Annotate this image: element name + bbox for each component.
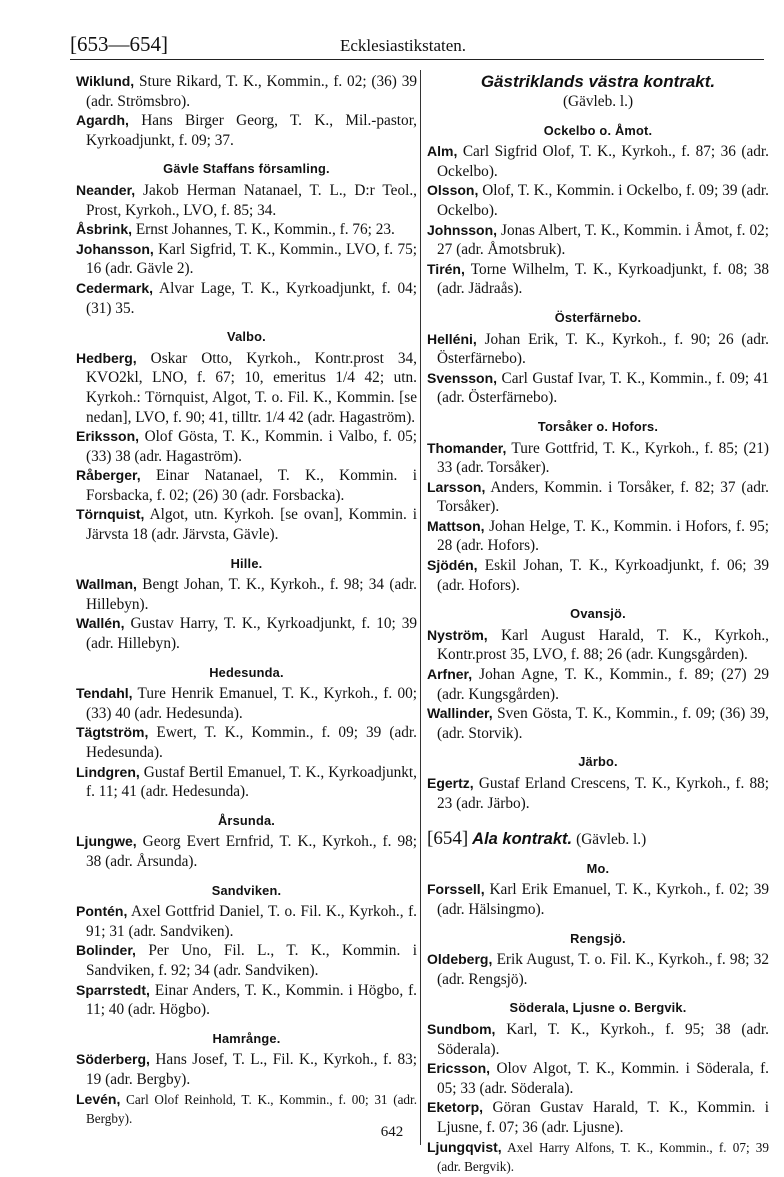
directory-entry — [427, 1059, 769, 1098]
directory-entry — [76, 181, 417, 220]
entry-surname: Wallinder, — [427, 705, 493, 722]
entry-surname: Oldeberg, — [427, 951, 493, 968]
directory-entry — [427, 704, 769, 743]
entry-surname: Wiklund, — [76, 73, 135, 89]
entry-details: Algot, utn. Kyrkoh. [se ovan], Kommin. i Järvsta 18 (adr. Järvsta, Gävle). — [86, 506, 417, 544]
entry-surname: Sjödén, — [427, 557, 478, 574]
entry-surname: Hedberg, — [76, 349, 137, 366]
directory-entry — [427, 950, 769, 989]
kontrakt-page-marker: [654] — [427, 828, 469, 850]
directory-entry — [76, 349, 417, 427]
entry-surname: Olsson, — [427, 182, 479, 199]
directory-entry — [427, 181, 769, 220]
entry-details: Eskil Johan, T. K., Kyrkoadjunkt, f. 06; 39 (adr. Hofors). — [437, 557, 769, 594]
directory-entry — [427, 1020, 769, 1059]
entry-surname: Bolinder, — [76, 942, 136, 959]
page-range: [653—654] — [70, 32, 168, 56]
entry-surname: Nyström, — [427, 626, 488, 643]
directory-entry — [76, 279, 417, 318]
entry-details: Carl Sigfrid Olof, T. K., Kyrkoh., f. 87; 36 (adr. Ockelbo). — [437, 143, 769, 180]
parish-heading: Årsunda. — [217, 812, 276, 828]
entry-details: Ernst Johannes, T. K., Kommin., f. 76; 23. — [132, 221, 395, 239]
entry-surname: Neander, — [76, 181, 136, 198]
entry-details: Alvar Lage, T. K., Kyrkoadjunkt, f. 04; (31) 35. — [86, 279, 417, 317]
entry-surname: Forssell, — [427, 881, 485, 898]
directory-entry — [427, 626, 769, 665]
directory-entry — [76, 1090, 417, 1129]
left-column — [76, 72, 417, 1129]
entry-details: Per Uno, Fil. L., T. K., Kommin. i Sandviken, f. 92; 34 (adr. Sandviken). — [86, 942, 417, 979]
page-header — [70, 30, 764, 54]
parish-heading: Söderala, Ljusne o. Bergvik. — [509, 1000, 687, 1016]
entry-surname: Söderberg, — [76, 1051, 150, 1068]
directory-entry — [427, 774, 769, 813]
entry-details: Olof Gösta, T. K., Kommin. i Valbo, f. 05; (33) 38 (adr. Hagaström). — [86, 428, 417, 465]
entry-surname: Larsson, — [427, 478, 486, 495]
entry-surname: Wallén, — [76, 615, 125, 632]
directory-entry — [427, 369, 769, 408]
entry-surname: Wallman, — [76, 576, 137, 593]
entry-surname: Johnsson, — [427, 221, 498, 238]
directory-entry — [427, 330, 769, 369]
entry-surname: Thomander, — [427, 439, 507, 456]
entry-details: Sven Gösta, T. K., Kommin., f. 09; (36) 39, (adr. Storvik). — [437, 705, 769, 742]
entry-surname: Egertz, — [427, 775, 474, 791]
kontrakt-county: (Gävleb. l.) — [576, 831, 647, 849]
directory-entry — [76, 684, 417, 723]
entry-details: Sture Rikard, T. K., Kommin., f. 02; (36) 39 (adr. Strömsbro). — [86, 73, 417, 110]
entry-details: Carl Olof Reinhold, T. K., Kommin., f. 00; 31 (adr. Bergby). — [86, 1091, 417, 1127]
entry-details: Georg Evert Ernfrid, T. K., Kyrkoh., f. 98; 38 (adr. Årsunda). — [86, 833, 417, 870]
entry-details: Gustaf Erland Crescens, T. K., Kyrkoh., f. 88; 23 (adr. Järbo). — [437, 775, 769, 812]
entry-surname: Cedermark, — [76, 279, 154, 296]
entry-surname: Alm, — [427, 143, 458, 160]
entry-details: Ture Gottfrid, T. K., Kyrkoh., f. 85; (21) 33 (adr. Torsåker). — [437, 439, 769, 477]
section-title: Ecklesiastikstaten. — [340, 36, 467, 55]
entry-surname: Tägtström, — [76, 724, 149, 741]
kontrakt-county: (Gävleb. l.) — [562, 93, 634, 110]
entry-surname: Helléni, — [427, 330, 477, 347]
entry-surname: Eriksson, — [76, 428, 140, 445]
directory-entry — [76, 240, 417, 279]
header-rule — [70, 59, 764, 60]
directory-entry — [76, 505, 417, 544]
directory-entry — [76, 941, 417, 980]
parish-heading: Hamrånge. — [212, 1030, 281, 1046]
entry-details: Olov Algot, T. K., Kommin. i Söderala, f. 05; 33 (adr. Söderala). — [437, 1060, 769, 1097]
entry-surname: Arfner, — [427, 666, 473, 683]
entry-details: Ture Henrik Emanuel, T. K., Kyrkoh., f. 00; (33) 40 (adr. Hedesunda). — [86, 685, 417, 722]
entry-surname: Tendahl, — [76, 685, 133, 702]
directory-entry — [76, 1050, 417, 1089]
entry-details: Hans Birger Georg, T. K., Mil.-pastor, Kyrkoadjunkt, f. 09; 37. — [86, 112, 417, 149]
entry-surname: Törnquist, — [76, 506, 145, 523]
page-number: 642 — [380, 1124, 404, 1140]
directory-entry — [427, 478, 769, 517]
entry-details: Olof, T. K., Kommin. i Ockelbo, f. 09; 39 (adr. Ockelbo). — [437, 182, 769, 219]
directory-entry — [427, 221, 769, 260]
parish-heading: Gävle Staffans församling. — [163, 161, 330, 177]
parish-heading: Ockelbo o. Åmot. — [543, 122, 653, 138]
entry-details: Gustaf Bertil Emanuel, T. K., Kyrkoadjunkt, f. 11; 41 (adr. Hedesunda). — [86, 763, 417, 801]
parish-heading: Järbo. — [578, 754, 618, 770]
entry-details: Karl Erik Emanuel, T. K., Kyrkoh., f. 02; 39 (adr. Hälsingmo). — [437, 881, 769, 918]
directory-entry — [76, 832, 417, 871]
parish-heading: Torsåker o. Hofors. — [537, 418, 659, 434]
directory-entry — [76, 466, 417, 505]
entry-details: Gustav Harry, T. K., Kyrkoadjunkt, f. 10; 39 (adr. Hillebyn). — [86, 615, 417, 653]
directory-entry — [427, 880, 769, 919]
directory-entry — [76, 427, 417, 466]
entry-surname: Sparrstedt, — [76, 981, 150, 998]
parish-heading: Mo. — [586, 860, 610, 876]
entry-details: Torne Wilhelm, T. K., Kyrkoadjunkt, f. 08; 38 (adr. Jädraås). — [437, 260, 769, 298]
directory-entry — [76, 763, 417, 802]
entry-details: Jakob Herman Natanael, T. L., D:r Teol., Prost, Kyrkoh., LVO, f. 85; 34. — [86, 181, 417, 219]
directory-entry — [427, 556, 769, 595]
entry-details: Anders, Kommin. i Torsåker, f. 82; 37 (adr. Torsåker). — [437, 478, 769, 516]
directory-entry — [76, 111, 417, 150]
entry-details: Bengt Johan, T. K., Kyrkoh., f. 98; 34 (adr. Hillebyn). — [86, 576, 417, 613]
directory-entry — [76, 723, 417, 762]
entry-details: Hans Josef, T. L., Fil. K., Kyrkoh., f. 83; 19 (adr. Bergby). — [86, 1051, 417, 1088]
entry-surname: Ljungqvist, — [427, 1138, 502, 1155]
parish-heading: Hedesunda. — [209, 664, 284, 680]
parish-heading: Valbo. — [227, 329, 266, 345]
entry-details: Johan Erik, T. K., Kyrkoh., f. 90; 26 (adr. Österfärnebo). — [437, 330, 769, 368]
directory-entry — [76, 220, 417, 240]
directory-entry — [427, 665, 769, 704]
parish-heading: Ovansjö. — [570, 606, 626, 622]
entry-surname: Lindgren, — [76, 763, 140, 780]
entry-surname: Åsbrink, — [76, 221, 133, 238]
entry-surname: Agardh, — [76, 112, 129, 129]
entry-surname: Svensson, — [427, 369, 498, 386]
entry-details: Jonas Albert, T. K., Kommin. i Åmot, f. 02; 27 (adr. Åmotsbruk). — [437, 221, 769, 259]
directory-entry — [427, 1138, 769, 1177]
entry-surname: Levén, — [76, 1090, 121, 1107]
entry-details: Johan Agne, T. K., Kommin., f. 89; (27) 29 (adr. Kungsgården). — [437, 666, 769, 703]
entry-surname: Ericsson, — [427, 1060, 491, 1077]
entry-details: Axel Gottfrid Daniel, T. o. Fil. K., Kyrkoh., f. 91; 31 (adr. Sandviken). — [86, 903, 417, 940]
directory-entry — [427, 142, 769, 181]
entry-details: Carl Gustaf Ivar, T. K., Kommin., f. 09; 41 (adr. Österfärnebo). — [437, 369, 769, 407]
entry-surname: Eketorp, — [427, 1099, 484, 1116]
entry-details: Oskar Otto, Kyrkoh., Kontr.prost 34, KVO2kl, LNO, f. 67; 10, emeritus 1/4 42; utn. Kyrkoh.: Törnquist, Algot, T. o. Fil. K., Kommin. [se nedan], LVO, f. 90; 41, tilltr. 1/4 42 (adr. Hagaström). — [86, 349, 417, 426]
entry-details: Johan Helge, T. K., Kommin. i Hofors, f. 95; 28 (adr. Hofors). — [437, 517, 769, 555]
directory-entry — [76, 614, 417, 653]
entry-details: Karl Sigfrid, T. K., Kommin., LVO, f. 75; 16 (adr. Gävle 2). — [86, 240, 417, 278]
directory-entry — [427, 517, 769, 556]
entry-surname: Mattson, — [427, 517, 485, 534]
parish-heading: Sandviken. — [211, 882, 282, 898]
entry-details: Karl, T. K., Kyrkoh., f. 95; 38 (adr. Söderala). — [437, 1020, 769, 1058]
directory-entry — [76, 72, 417, 111]
parish-heading: Rengsjö. — [570, 930, 626, 946]
entry-surname: Tirén, — [427, 260, 465, 277]
kontrakt-heading: Ala kontrakt. — [472, 830, 573, 849]
entry-surname: Ljungwe, — [76, 833, 137, 850]
directory-entry — [76, 902, 417, 941]
entry-surname: Johansson, — [76, 240, 154, 257]
entry-details: Karl August Harald, T. K., Kyrkoh., Kontr.prost 35, LVO, f. 88; 26 (adr. Kungsgården). — [437, 626, 769, 664]
directory-entry — [427, 260, 769, 299]
kontrakt-heading-line — [427, 829, 769, 850]
entry-details: Axel Harry Alfons, T. K., Kommin., f. 07; 39 (adr. Bergvik). — [437, 1139, 769, 1175]
entry-surname: Råberger, — [76, 467, 141, 484]
entry-details: Göran Gustav Harald, T. K., Kommin. i Ljusne, f. 07; 36 (adr. Ljusne). — [437, 1099, 769, 1136]
directory-entry — [427, 439, 769, 478]
directory-entry — [76, 981, 417, 1020]
entry-details: Einar Anders, T. K., Kommin. i Högbo, f. 11; 40 (adr. Högbo). — [86, 981, 417, 1019]
directory-entry — [76, 575, 417, 614]
kontrakt-heading: Gästriklands västra kontrakt. — [480, 72, 716, 91]
entry-surname: Pontén, — [76, 903, 128, 920]
entry-details: Einar Natanael, T. K., Kommin. i Forsbacka, f. 02; (26) 30 (adr. Forsbacka). — [86, 467, 417, 504]
right-column — [427, 72, 769, 1177]
parish-heading: Hille. — [230, 555, 263, 571]
entry-details: Erik August, T. o. Fil. K., Kyrkoh., f. 98; 32 (adr. Rengsjö). — [437, 951, 769, 988]
parish-heading: Österfärnebo. — [554, 309, 642, 325]
column-divider — [420, 70, 421, 1145]
entry-surname: Sundbom, — [427, 1020, 496, 1037]
entry-details: Ewert, T. K., Kommin., f. 09; 39 (adr. Hedesunda). — [86, 724, 417, 761]
